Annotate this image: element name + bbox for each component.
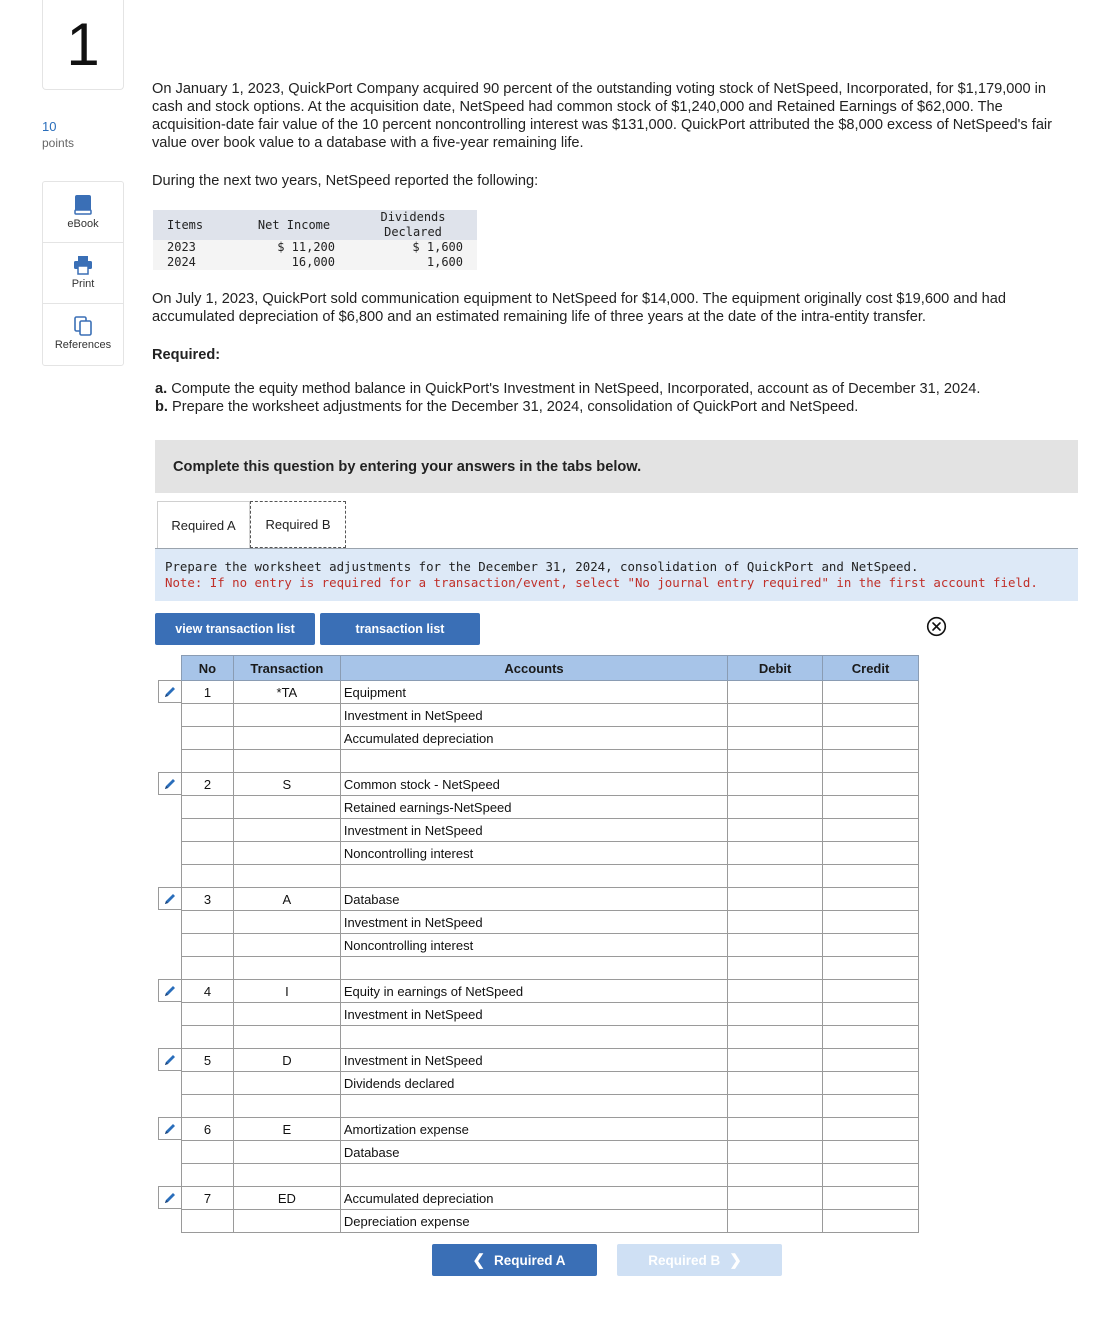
- points-label: points: [42, 136, 75, 150]
- income-row: [153, 255, 477, 270]
- journal-cell-account[interactable]: Equipment: [340, 681, 727, 704]
- journal-cell-debit[interactable]: [728, 727, 823, 750]
- journal-cell-account[interactable]: Accumulated depreciation: [340, 1187, 727, 1210]
- journal-cell-account[interactable]: [340, 865, 727, 888]
- income-row: [153, 240, 477, 255]
- journal-cell-debit[interactable]: [728, 865, 823, 888]
- journal-cell-debit[interactable]: [728, 1118, 823, 1141]
- next-button-label: Required B: [648, 1252, 721, 1268]
- print-button[interactable]: [43, 243, 123, 304]
- chevron-right-icon: ❯: [729, 1252, 742, 1269]
- edit-entry-3-button[interactable]: [158, 887, 181, 910]
- journal-cell-transaction: [233, 911, 340, 934]
- journal-cell-account[interactable]: Investment in NetSpeed: [340, 819, 727, 842]
- journal-row: [182, 957, 919, 980]
- pencil-icon: [163, 1191, 177, 1205]
- pencil-icon: [163, 1122, 177, 1136]
- journal-cell-account[interactable]: Depreciation expense: [340, 1210, 727, 1233]
- ebook-label: eBook: [67, 218, 99, 230]
- journal-cell-account[interactable]: Investment in NetSpeed: [340, 911, 727, 934]
- journal-cell-debit[interactable]: [728, 704, 823, 727]
- points-indicator: [42, 118, 74, 152]
- pencil-icon: [163, 1053, 177, 1067]
- journal-cell-account[interactable]: [340, 750, 727, 773]
- references-icon: [74, 316, 92, 336]
- journal-cell-debit[interactable]: [728, 888, 823, 911]
- instructions-bar: [155, 440, 1078, 493]
- journal-cell-transaction: [233, 704, 340, 727]
- tab-panel-line-1: Prepare the worksheet adjustments for the December 31, 2024, consolidation of QuickPort and NetSpeed.: [165, 559, 919, 574]
- journal-row: [182, 1141, 919, 1164]
- requirement-a-prefix: a.: [155, 381, 168, 397]
- journal-cell-transaction: D: [233, 1049, 340, 1072]
- journal-cell-transaction: I: [233, 980, 340, 1003]
- print-label: Print: [71, 278, 95, 290]
- journal-row: [182, 1049, 919, 1072]
- question-number-box: [42, 0, 124, 90]
- journal-cell-debit[interactable]: [728, 911, 823, 934]
- journal-cell-debit[interactable]: [728, 1072, 823, 1095]
- journal-cell-debit[interactable]: [728, 819, 823, 842]
- journal-cell-no: [182, 1164, 234, 1187]
- journal-cell-no: [182, 1210, 234, 1233]
- journal-cell-transaction: [233, 1095, 340, 1118]
- journal-cell-transaction: [233, 842, 340, 865]
- journal-cell-account[interactable]: [340, 1164, 727, 1187]
- points-value: 10: [42, 119, 57, 134]
- tab-panel-instructions: [155, 549, 1078, 601]
- journal-cell-credit[interactable]: [823, 773, 919, 796]
- journal-cell-credit[interactable]: [823, 750, 919, 773]
- requirement-b: [155, 398, 858, 416]
- journal-cell-no: 5: [182, 1049, 234, 1072]
- journal-cell-no: [182, 796, 234, 819]
- requirement-a-text: Compute the equity method balance in QuickPort's Investment in NetSpeed, Incorporated, account as of December 31, 2024.: [171, 381, 981, 397]
- income-cell: 16,000: [239, 255, 349, 270]
- journal-cell-debit[interactable]: [728, 1049, 823, 1072]
- journal-cell-credit[interactable]: [823, 704, 919, 727]
- journal-cell-no: [182, 865, 234, 888]
- journal-header-credit: Credit: [823, 656, 919, 681]
- journal-row: [182, 1118, 919, 1141]
- problem-paragraph-3: On July 1, 2023, QuickPort sold communication equipment to NetSpeed for $14,000. The equipment originally cost $19,600 and had accumulated depreciation of $6,800 and an estimated remaining life of three years at the date of the intra-entity transfer.: [152, 291, 1006, 325]
- problem-paragraph-1: On January 1, 2023, QuickPort Company acquired 90 percent of the outstanding voting stock of NetSpeed, Incorporated, for $1,179,000 in cash and stock options. At the acquisition date, NetSpeed had common stock of $1,240,000 and Retained Earnings of $62,000. The acquisition-date fair value of the 10 percent noncontrolling interest was $131,000. QuickPort attributed the $8,000 excess of NetSpeed's fair value over book value to a database with a five-year remaining life.: [152, 81, 1053, 151]
- journal-cell-transaction: *TA: [233, 681, 340, 704]
- journal-cell-account[interactable]: Equity in earnings of NetSpeed: [340, 980, 727, 1003]
- journal-row: [182, 1187, 919, 1210]
- journal-cell-debit[interactable]: [728, 1003, 823, 1026]
- pencil-icon: [163, 777, 177, 791]
- problem-paragraph-2: During the next two years, NetSpeed reported the following:: [152, 173, 539, 189]
- journal-cell-transaction: [233, 957, 340, 980]
- previous-required-a-button[interactable]: [432, 1244, 597, 1276]
- ebook-button[interactable]: [43, 182, 123, 243]
- journal-cell-debit[interactable]: [728, 750, 823, 773]
- journal-cell-transaction: [233, 1164, 340, 1187]
- close-icon[interactable]: [926, 616, 947, 637]
- journal-cell-no: [182, 819, 234, 842]
- income-cell: 2023: [153, 240, 239, 255]
- journal-cell-transaction: [233, 1141, 340, 1164]
- edit-entry-1-button[interactable]: [158, 680, 181, 703]
- journal-cell-account[interactable]: Investment in NetSpeed: [340, 1003, 727, 1026]
- journal-cell-credit[interactable]: [823, 1095, 919, 1118]
- journal-cell-account[interactable]: [340, 1026, 727, 1049]
- journal-cell-debit[interactable]: [728, 773, 823, 796]
- income-cell: $ 11,200: [239, 240, 349, 255]
- journal-cell-credit[interactable]: [823, 911, 919, 934]
- journal-cell-transaction: [233, 727, 340, 750]
- journal-cell-no: 4: [182, 980, 234, 1003]
- journal-body: [182, 681, 919, 1233]
- journal-cell-debit[interactable]: [728, 842, 823, 865]
- journal-cell-account[interactable]: Investment in NetSpeed: [340, 704, 727, 727]
- next-required-b-button[interactable]: [617, 1244, 782, 1276]
- journal-header-accounts: Accounts: [340, 656, 727, 681]
- journal-cell-no: 3: [182, 888, 234, 911]
- journal-table: [181, 655, 919, 1233]
- tab-panel-note: Note: If no entry is required for a transaction/event, select "No journal entry required" in the first account field.: [165, 575, 1038, 590]
- journal-cell-account[interactable]: [340, 957, 727, 980]
- required-heading: Required:: [152, 347, 221, 363]
- references-button[interactable]: [43, 304, 123, 365]
- journal-cell-no: [182, 727, 234, 750]
- journal-cell-no: [182, 957, 234, 980]
- income-cell: $ 1,600: [349, 240, 477, 255]
- journal-cell-debit[interactable]: [728, 1187, 823, 1210]
- requirement-b-prefix: b.: [155, 399, 168, 415]
- journal-cell-account[interactable]: Database: [340, 888, 727, 911]
- journal-header-transaction: Transaction: [233, 656, 340, 681]
- journal-cell-credit[interactable]: [823, 1210, 919, 1233]
- journal-cell-no: 1: [182, 681, 234, 704]
- journal-row: [182, 934, 919, 957]
- transaction-list-button[interactable]: transaction list: [320, 613, 480, 645]
- journal-cell-transaction: [233, 819, 340, 842]
- income-header-dividends-line2: Declared: [384, 225, 442, 239]
- question-number: 1: [66, 11, 100, 78]
- journal-row: [182, 727, 919, 750]
- journal-cell-debit[interactable]: [728, 980, 823, 1003]
- journal-cell-credit[interactable]: [823, 1072, 919, 1095]
- journal-cell-transaction: [233, 934, 340, 957]
- journal-cell-account[interactable]: Amortization expense: [340, 1118, 727, 1141]
- journal-row: [182, 773, 919, 796]
- journal-cell-credit[interactable]: [823, 934, 919, 957]
- journal-cell-transaction: [233, 796, 340, 819]
- book-icon: [74, 194, 92, 215]
- pencil-icon: [163, 892, 177, 906]
- journal-cell-no: 6: [182, 1118, 234, 1141]
- income-cell: 1,600: [349, 255, 477, 270]
- journal-cell-account[interactable]: Common stock - NetSpeed: [340, 773, 727, 796]
- journal-cell-transaction: E: [233, 1118, 340, 1141]
- journal-cell-credit[interactable]: [823, 1118, 919, 1141]
- journal-row: [182, 1026, 919, 1049]
- journal-cell-transaction: [233, 1210, 340, 1233]
- journal-cell-credit[interactable]: [823, 1049, 919, 1072]
- income-table-header: [153, 210, 477, 240]
- journal-row: [182, 1095, 919, 1118]
- journal-row: [182, 1003, 919, 1026]
- journal-cell-no: [182, 911, 234, 934]
- journal-cell-debit[interactable]: [728, 934, 823, 957]
- journal-cell-transaction: [233, 1072, 340, 1095]
- journal-cell-no: [182, 750, 234, 773]
- journal-header-no: No: [182, 656, 234, 681]
- journal-cell-transaction: A: [233, 888, 340, 911]
- journal-cell-debit[interactable]: [728, 957, 823, 980]
- journal-cell-debit[interactable]: [728, 1095, 823, 1118]
- income-header-items: Items: [153, 210, 239, 240]
- journal-cell-transaction: S: [233, 773, 340, 796]
- journal-cell-credit[interactable]: [823, 842, 919, 865]
- journal-cell-no: [182, 1003, 234, 1026]
- journal-cell-no: [182, 1141, 234, 1164]
- journal-cell-account[interactable]: Database: [340, 1141, 727, 1164]
- requirement-a: [155, 380, 980, 398]
- journal-cell-credit[interactable]: [823, 1187, 919, 1210]
- edit-entry-4-button[interactable]: [158, 979, 181, 1002]
- journal-cell-debit[interactable]: [728, 1164, 823, 1187]
- journal-row: [182, 1072, 919, 1095]
- journal-row: [182, 911, 919, 934]
- edit-entry-5-button[interactable]: [158, 1048, 181, 1071]
- journal-cell-debit[interactable]: [728, 1026, 823, 1049]
- journal-cell-no: 2: [182, 773, 234, 796]
- journal-cell-no: [182, 1026, 234, 1049]
- journal-cell-account[interactable]: Investment in NetSpeed: [340, 1049, 727, 1072]
- journal-header-debit: Debit: [728, 656, 823, 681]
- journal-cell-credit[interactable]: [823, 1164, 919, 1187]
- previous-button-label: Required A: [494, 1252, 566, 1268]
- income-header-dividends-line1: Dividends: [380, 210, 446, 224]
- journal-cell-account[interactable]: Dividends declared: [340, 1072, 727, 1095]
- journal-cell-credit[interactable]: [823, 727, 919, 750]
- journal-cell-credit[interactable]: [823, 1141, 919, 1164]
- journal-cell-credit[interactable]: [823, 796, 919, 819]
- journal-cell-transaction: [233, 865, 340, 888]
- instructions-text: Complete this question by entering your answers in the tabs below.: [173, 458, 642, 475]
- chevron-left-icon: ❮: [472, 1252, 486, 1269]
- journal-cell-credit[interactable]: [823, 980, 919, 1003]
- edit-entry-7-button[interactable]: [158, 1186, 181, 1209]
- journal-cell-no: [182, 704, 234, 727]
- journal-row: [182, 1210, 919, 1233]
- income-table: [153, 210, 477, 270]
- journal-cell-credit[interactable]: [823, 957, 919, 980]
- journal-cell-account[interactable]: Noncontrolling interest: [340, 842, 727, 865]
- journal-row: [182, 842, 919, 865]
- edit-entry-2-button[interactable]: [158, 772, 181, 795]
- journal-cell-credit[interactable]: [823, 1003, 919, 1026]
- journal-row: [182, 796, 919, 819]
- pencil-icon: [163, 984, 177, 998]
- requirement-b-text: Prepare the worksheet adjustments for the December 31, 2024, consolidation of QuickPort and NetSpeed.: [172, 399, 859, 415]
- references-label: References: [54, 339, 112, 351]
- journal-row: [182, 888, 919, 911]
- tab-required-a[interactable]: Required A: [157, 501, 250, 548]
- journal-row: [182, 750, 919, 773]
- journal-header-row: [182, 656, 919, 681]
- journal-cell-no: 7: [182, 1187, 234, 1210]
- journal-cell-transaction: [233, 750, 340, 773]
- journal-row: [182, 980, 919, 1003]
- printer-icon: [73, 255, 93, 275]
- journal-cell-no: [182, 1072, 234, 1095]
- journal-cell-debit[interactable]: [728, 681, 823, 704]
- journal-row: [182, 681, 919, 704]
- journal-row: [182, 865, 919, 888]
- view-transaction-list-button[interactable]: view transaction list: [155, 613, 315, 645]
- journal-cell-debit[interactable]: [728, 1210, 823, 1233]
- journal-cell-debit[interactable]: [728, 1141, 823, 1164]
- journal-row: [182, 1164, 919, 1187]
- journal-cell-no: [182, 1095, 234, 1118]
- journal-cell-account[interactable]: Retained earnings-NetSpeed: [340, 796, 727, 819]
- journal-cell-no: [182, 934, 234, 957]
- income-cell: 2024: [153, 255, 239, 270]
- pencil-icon: [163, 685, 177, 699]
- edit-entry-6-button[interactable]: [158, 1117, 181, 1140]
- income-header-net-income: Net Income: [239, 210, 349, 240]
- journal-cell-account[interactable]: Accumulated depreciation: [340, 727, 727, 750]
- journal-cell-transaction: [233, 1026, 340, 1049]
- journal-cell-debit[interactable]: [728, 796, 823, 819]
- journal-row: [182, 704, 919, 727]
- journal-cell-account[interactable]: Noncontrolling interest: [340, 934, 727, 957]
- journal-cell-transaction: ED: [233, 1187, 340, 1210]
- journal-cell-credit[interactable]: [823, 1026, 919, 1049]
- journal-cell-credit[interactable]: [823, 865, 919, 888]
- journal-cell-no: [182, 842, 234, 865]
- tool-panel: [42, 181, 124, 366]
- journal-cell-credit[interactable]: [823, 819, 919, 842]
- journal-cell-transaction: [233, 1003, 340, 1026]
- journal-cell-account[interactable]: [340, 1095, 727, 1118]
- tab-required-b[interactable]: Required B: [250, 501, 346, 548]
- journal-cell-credit[interactable]: [823, 681, 919, 704]
- journal-row: [182, 819, 919, 842]
- journal-cell-credit[interactable]: [823, 888, 919, 911]
- income-header-dividends: [349, 210, 477, 240]
